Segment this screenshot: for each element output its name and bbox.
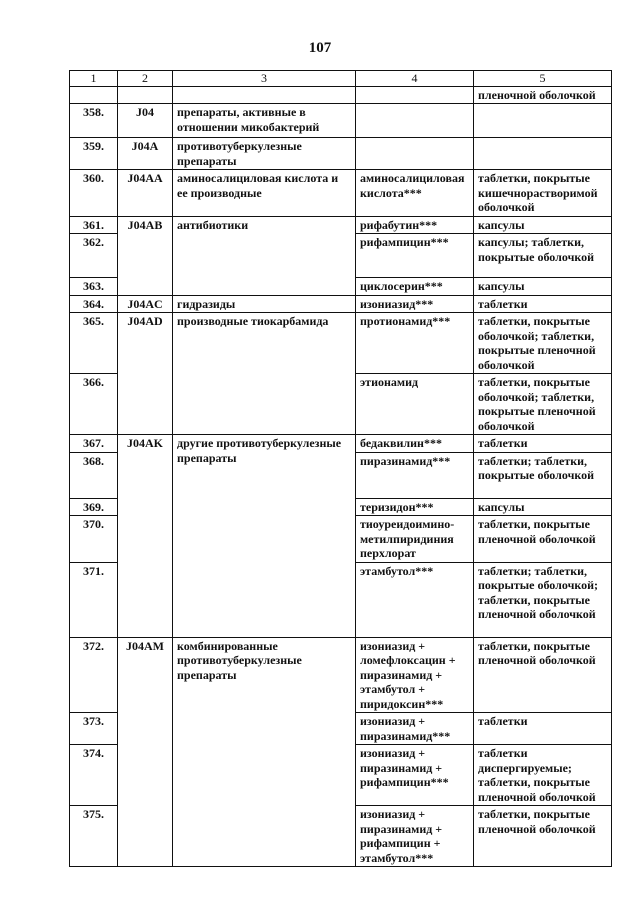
drug-name: изониазид + пиразинамид + рифампицин + этамбутол*** xyxy=(356,806,474,867)
row-number: 359. xyxy=(70,138,118,170)
header-row xyxy=(70,71,612,87)
dosage-form: таблетки xyxy=(474,713,612,745)
table-row xyxy=(70,104,612,138)
group-name: комбинированные противотуберкулезные препараты xyxy=(173,637,356,867)
group-name: гидразиды xyxy=(173,295,356,313)
row-number: 371. xyxy=(70,562,118,637)
atc-code: J04AM xyxy=(118,637,173,867)
page-number: 107 xyxy=(308,40,332,56)
dosage-form: капсулы; таблетки, покрытые оболочкой xyxy=(474,234,612,278)
dosage-form: таблетки xyxy=(474,435,612,453)
drug-name: бедаквилин*** xyxy=(356,435,474,453)
atc-code: J04 xyxy=(118,104,173,138)
row-number: 361. xyxy=(70,216,118,234)
atc-code: J04AB xyxy=(118,216,173,295)
table-row xyxy=(70,435,612,453)
dosage-form: капсулы xyxy=(474,216,612,234)
table-row xyxy=(70,138,612,170)
row-number: 368. xyxy=(70,452,118,498)
row-number: 374. xyxy=(70,745,118,806)
drug-name: рифампицин*** xyxy=(356,234,474,278)
row-number: 360. xyxy=(70,170,118,217)
dosage-form: капсулы xyxy=(474,498,612,516)
dosage-form: таблетки, покрытые кишечнорастворимой оболочкой xyxy=(474,170,612,217)
row-number: 365. xyxy=(70,313,118,374)
group-name: аминосалициловая кислота и ее производные xyxy=(173,170,356,217)
group-name: противотуберкулезные препараты xyxy=(173,138,356,170)
col-header-2: 2 xyxy=(118,71,173,87)
atc-code: J04AC xyxy=(118,295,173,313)
col-header-3: 3 xyxy=(173,71,356,87)
row-number: 358. xyxy=(70,104,118,138)
atc-code: J04A xyxy=(118,138,173,170)
atc-code: J04AK xyxy=(118,435,173,638)
group-name: другие противотуберкулезные препараты xyxy=(173,435,356,638)
dosage-form: капсулы xyxy=(474,278,612,296)
drug-name: рифабутин*** xyxy=(356,216,474,234)
drug-table xyxy=(69,70,612,867)
table-row xyxy=(70,170,612,217)
table-row xyxy=(70,216,612,234)
dosage-form: таблетки, покрытые пленочной оболочкой xyxy=(474,806,612,867)
drug-name: теризидон*** xyxy=(356,498,474,516)
dosage-form: таблетки, покрытые пленочной оболочкой xyxy=(474,516,612,563)
continuation-row xyxy=(70,86,612,104)
drug-name: этамбутол*** xyxy=(356,562,474,637)
dosage-form: таблетки, покрытые оболочкой; таблетки, покрытые пленочной оболочкой xyxy=(474,374,612,435)
row-number: 372. xyxy=(70,637,118,713)
drug-name: протионамид*** xyxy=(356,313,474,374)
col-header-1: 1 xyxy=(70,71,118,87)
row-number: 366. xyxy=(70,374,118,435)
table-row xyxy=(70,295,612,313)
dosage-form: таблетки диспергируемые; таблетки, покрытые пленочной оболочкой xyxy=(474,745,612,806)
row-number: 364. xyxy=(70,295,118,313)
drug-name: изониазид + пиразинамид + рифампицин*** xyxy=(356,745,474,806)
drug-name: циклосерин*** xyxy=(356,278,474,296)
drug-name: пиразинамид*** xyxy=(356,452,474,498)
dosage-form: таблетки, покрытые оболочкой; таблетки, покрытые пленочной оболочкой xyxy=(474,313,612,374)
atc-code: J04AD xyxy=(118,313,173,435)
table-row xyxy=(70,313,612,374)
group-name: антибиотики xyxy=(173,216,356,295)
drug-name: изониазид + ломефлоксацин + пиразинамид + этамбутол + пиридоксин*** xyxy=(356,637,474,713)
drug-name: тиоуреидоимино-метилпиридиния перхлорат xyxy=(356,516,474,563)
row-number: 362. xyxy=(70,234,118,278)
dosage-form: таблетки; таблетки, покрытые оболочкой xyxy=(474,452,612,498)
drug-name: изониазид + пиразинамид*** xyxy=(356,713,474,745)
row-number: 370. xyxy=(70,516,118,563)
row-number: 373. xyxy=(70,713,118,745)
col-header-5: 5 xyxy=(474,71,612,87)
dosage-form: таблетки; таблетки, покрытые оболочкой; таблетки, покрытые пленочной оболочкой xyxy=(474,562,612,637)
dosage-form: таблетки xyxy=(474,295,612,313)
dosage-form: таблетки, покрытые пленочной оболочкой xyxy=(474,637,612,713)
col-header-4: 4 xyxy=(356,71,474,87)
table-row xyxy=(70,637,612,713)
drug-name: аминосалициловая кислота*** xyxy=(356,170,474,217)
row-number: 367. xyxy=(70,435,118,453)
row-number: 363. xyxy=(70,278,118,296)
group-name: производные тиокарбамида xyxy=(173,313,356,435)
continuation-text: пленочной оболочкой xyxy=(474,86,612,104)
group-name: препараты, активные в отношении микобактерий xyxy=(173,104,356,138)
atc-code: J04AA xyxy=(118,170,173,217)
row-number: 369. xyxy=(70,498,118,516)
drug-name: этионамид xyxy=(356,374,474,435)
row-number: 375. xyxy=(70,806,118,867)
drug-name: изониазид*** xyxy=(356,295,474,313)
